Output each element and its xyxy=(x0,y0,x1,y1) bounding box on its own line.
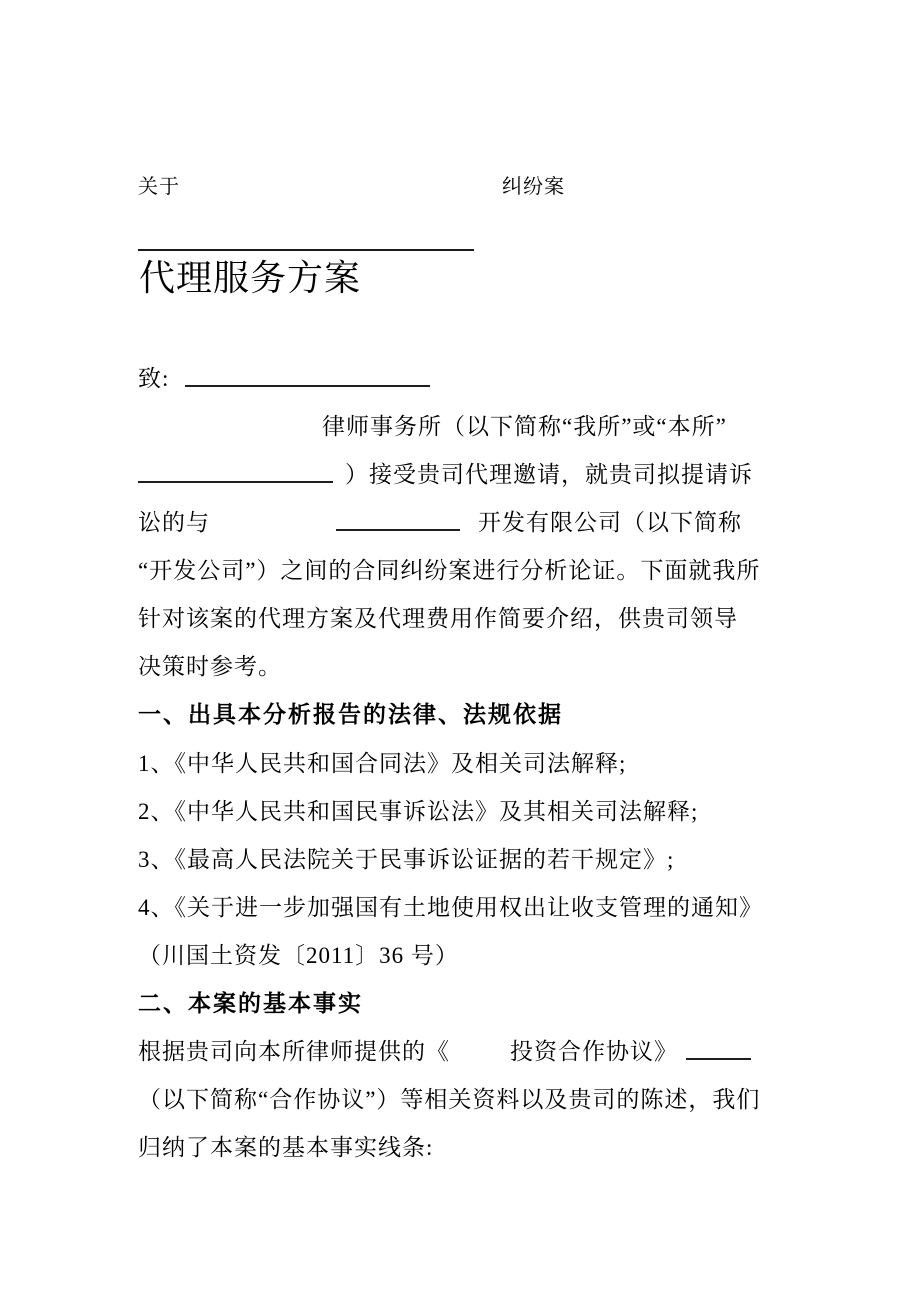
legal-basis-item-1: 1、《中华人民共和国合同法》及相关司法解释; xyxy=(138,751,627,776)
intro-line-firm: 律师事务所（以下简称“我所”或“本所” xyxy=(322,414,727,439)
defendant-name-fill-in-blank xyxy=(336,509,460,531)
intro-invite-text: ）接受贵司代理邀请，就贵司拟提请诉 xyxy=(345,462,753,487)
intro-versus-prefix: 讼的与 xyxy=(138,510,210,535)
legal-basis-item-4-doc-number: （川国土资发〔2011〕36 号） xyxy=(138,943,459,968)
section1-heading: 一、出具本分析报告的法律、法规依据 xyxy=(138,702,563,727)
intro-line-invite xyxy=(138,460,753,490)
facts-alias-line: （以下简称“合作协议”）等相关资料以及贵司的陈述，我们 xyxy=(138,1087,761,1112)
salutation-line xyxy=(138,364,430,394)
intro-line-plan: 针对该案的代理方案及代理费用作简要介绍，供贵司领导 xyxy=(138,606,738,631)
facts-source-line xyxy=(138,1037,751,1067)
agreement-fill-in-blank xyxy=(686,1038,751,1060)
facts-summary-line: 归纳了本案的基本事实线条: xyxy=(138,1135,434,1160)
facts-source-prefix: 根据贵司向本所律师提供的《 xyxy=(138,1039,450,1064)
salutation-label: 致: xyxy=(138,366,170,391)
intro-line-reference: 决策时参考。 xyxy=(138,654,282,679)
intro-line-versus xyxy=(138,508,742,538)
case-title-prefix: 关于 xyxy=(138,176,180,198)
case-title-suffix: 纠纷案 xyxy=(502,176,565,198)
page-title: 代理服务方案 xyxy=(139,258,362,298)
section2-heading: 二、本案的基本事实 xyxy=(138,991,363,1016)
legal-basis-item-3: 3、《最高人民法院关于民事诉讼证据的若干规定》; xyxy=(138,847,675,872)
intro-versus-suffix: 开发有限公司（以下简称 xyxy=(478,510,742,535)
facts-source-agreement: 投资合作协议》 xyxy=(510,1039,678,1064)
legal-basis-item-4: 4、《关于进一步加强国有土地使用权出让收支管理的通知》 xyxy=(138,895,763,920)
legal-basis-item-2: 2、《中华人民共和国民事诉讼法》及其相关司法解释; xyxy=(138,799,699,824)
intro-line-company: “开发公司”）之间的合同纠纷案进行分析论证。下面就我所 xyxy=(138,558,761,583)
title-overline xyxy=(138,249,474,251)
firm-name-fill-in-blank xyxy=(138,461,333,483)
salutation-fill-in-blank xyxy=(185,365,430,387)
case-title-line xyxy=(138,172,565,202)
